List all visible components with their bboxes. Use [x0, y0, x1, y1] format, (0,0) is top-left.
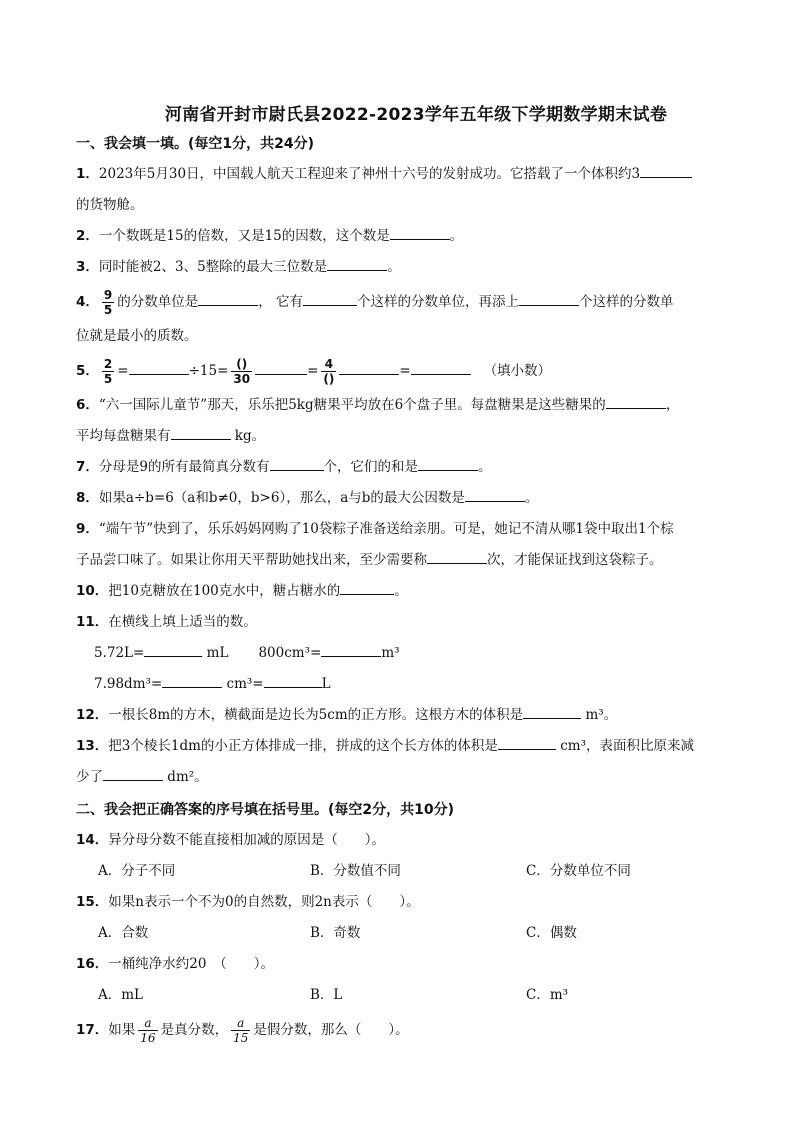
fraction-numerator: 9 [103, 288, 113, 302]
question-6-cont [76, 421, 756, 452]
question-text: 个这样的分数单 [579, 294, 674, 310]
question-number: 13． [76, 738, 109, 754]
fraction-denominator: 15 [233, 1031, 249, 1045]
question-text: 一个数既是15的倍数，又是15的因数，这个数是 [98, 228, 390, 244]
question-number: 10． [76, 583, 109, 599]
answer-blank[interactable] [129, 358, 189, 375]
punctuation: 。 [478, 459, 492, 475]
question-1 [76, 159, 756, 190]
fraction [321, 357, 336, 386]
question-text: 一根长8m的方木，横截面是边长为5cm的正方形。这根方木的体积是 [108, 707, 524, 723]
question-text: 的分数单位是 [117, 294, 199, 310]
question-text: 是假分数，那么（ ）。 [253, 1022, 409, 1038]
unit-text: 7.98dm³= [94, 676, 163, 692]
question-1-cont: 的货物舱。 [76, 197, 144, 213]
fraction-numerator: 4 [321, 357, 336, 372]
fraction [102, 288, 114, 317]
question-number: 9． [76, 521, 99, 537]
option-c[interactable]: C．偶数 [526, 925, 577, 941]
unit-text: m³。 [585, 707, 618, 723]
equals-sign: = [399, 363, 411, 379]
question-text: 个这样的分数单位，再添上 [357, 294, 520, 310]
unit-text: cm³= [226, 676, 264, 692]
question-text: cm³，表面积比原来减 [560, 738, 694, 754]
question-6 [76, 390, 756, 421]
hint-text: （填小数） [483, 363, 552, 379]
question-13 [76, 731, 756, 762]
fraction [102, 357, 114, 386]
question-text: 如果a÷b=6（a和b≠0，b>6），那么，a与b的最大公因数是 [98, 490, 465, 506]
option-c[interactable]: C．分数单位不同 [526, 863, 631, 879]
fraction-numerator: () [231, 357, 252, 372]
fraction-denominator: 16 [140, 1031, 156, 1045]
question-text: 次，才能保证找到这袋粽子。 [487, 552, 663, 568]
question-15 [76, 887, 756, 918]
question-text: 个，它们的和是 [323, 459, 418, 475]
answer-blank[interactable] [640, 161, 692, 178]
question-text: 2023年5月30日，中国载人航天工程迎来了神州十六号的发射成功。它搭载了一个体积约3 [98, 166, 641, 182]
answer-blank[interactable] [327, 254, 387, 271]
question-text: 如果 [108, 1022, 136, 1038]
option-a[interactable]: A．合数 [98, 925, 149, 941]
answer-blank[interactable] [321, 640, 381, 657]
question-11-row-2 [76, 669, 756, 700]
answer-blank[interactable] [162, 671, 222, 688]
question-text: 是真分数， [160, 1022, 229, 1038]
fraction-denominator: () [323, 372, 335, 386]
unit-text: 5.72L= [94, 645, 145, 661]
question-text: ， 它有 [258, 294, 304, 310]
answer-blank[interactable] [255, 358, 307, 375]
question-text: 异分母分数不能直接相加减的原因是（ ）。 [108, 832, 386, 848]
answer-blank[interactable] [339, 358, 399, 375]
punctuation: 。 [449, 228, 464, 244]
question-15-options [76, 918, 756, 949]
option-a[interactable]: A．分子不同 [98, 863, 176, 879]
question-number: 8． [76, 490, 99, 506]
exam-title: 河南省开封市尉氏县2022-2023学年五年级下学期数学期末试卷 [164, 105, 668, 125]
unit-text: dm²。 [167, 769, 208, 785]
fraction-numerator: a [231, 1016, 250, 1031]
answer-blank[interactable] [270, 454, 324, 471]
unit-text: kg。 [234, 428, 266, 444]
answer-blank[interactable] [103, 764, 163, 781]
fraction [231, 1016, 250, 1045]
question-4 [76, 283, 756, 321]
question-number: 7． [76, 459, 99, 475]
question-number: 12． [76, 707, 109, 723]
question-16 [76, 949, 756, 980]
answer-blank[interactable] [523, 702, 581, 719]
question-8 [76, 483, 756, 514]
question-9-cont [76, 545, 756, 576]
answer-blank[interactable] [144, 640, 202, 657]
answer-blank[interactable] [498, 733, 556, 750]
question-5 [76, 352, 756, 390]
option-b[interactable]: B．L [310, 987, 343, 1003]
answer-blank[interactable] [340, 578, 394, 595]
answer-blank[interactable] [198, 289, 258, 306]
fraction-numerator: a [138, 1016, 157, 1031]
answer-blank[interactable] [303, 289, 357, 306]
question-11-row-1 [76, 638, 756, 669]
fraction-numerator: 2 [103, 357, 113, 371]
fraction-denominator: 5 [103, 372, 113, 386]
question-10 [76, 576, 756, 607]
punctuation: 。 [394, 583, 408, 599]
option-b[interactable]: B．分数值不同 [310, 863, 401, 879]
question-number: 16． [76, 956, 109, 972]
fraction-denominator: 30 [233, 372, 251, 386]
question-text: “端午节”快到了，乐乐妈妈网购了10袋粽子准备送给亲朋。可是，她记不清从哪1袋中取出1个棕 [98, 521, 674, 537]
question-text: 如果n表示一个不为0的自然数，则2n表示（ ）。 [108, 894, 420, 910]
question-7 [76, 452, 756, 483]
answer-blank[interactable] [171, 423, 231, 440]
question-9 [76, 514, 756, 545]
fraction [138, 1016, 157, 1045]
question-text: 平均每盘糖果有 [76, 428, 171, 444]
unit-text: 800cm³= [258, 645, 322, 661]
question-13-cont [76, 762, 756, 793]
question-number: 11． [76, 614, 109, 630]
question-number: 2． [76, 228, 99, 244]
punctuation: ， [665, 397, 680, 413]
question-12 [76, 700, 756, 731]
unit-text: L [321, 676, 331, 692]
question-number: 5． [76, 363, 99, 379]
question-text: 在横线上填上适当的数。 [108, 614, 257, 630]
question-text: 分母是9的所有最简真分数有 [98, 459, 270, 475]
punctuation: 。 [387, 259, 401, 275]
answer-blank[interactable] [411, 358, 471, 375]
question-11 [76, 607, 756, 638]
equals-sign: = [117, 363, 129, 379]
question-16-options [76, 980, 756, 1011]
answer-blank[interactable] [427, 547, 487, 564]
question-number: 14． [76, 832, 109, 848]
equals-sign: = [307, 363, 319, 379]
fraction [231, 357, 252, 386]
question-text: 一桶纯净水约20 （ ）。 [108, 956, 274, 972]
option-c[interactable]: C．m³ [526, 987, 569, 1003]
division-text: ÷15= [188, 363, 229, 379]
question-text: “六一国际儿童节”那天，乐乐把5kg糖果平均放在6个盘子里。每盘糖果是这些糖果的 [98, 397, 606, 413]
answer-blank[interactable] [390, 223, 450, 240]
section-2-heading: 二、我会把正确答案的序号填在括号里。(每空2分，共10分) [76, 802, 455, 818]
question-text: 把3个棱长1dm的小正方体排成一排，拼成的这个长方体的体积是 [108, 738, 498, 754]
question-number: 1． [76, 166, 99, 182]
answer-blank[interactable] [519, 289, 579, 306]
question-4-cont: 位就是最小的质数。 [76, 328, 198, 344]
section-1-heading: 一、我会填一填。(每空1分，共24分) [76, 136, 315, 152]
punctuation: 。 [524, 490, 539, 506]
option-a[interactable]: A．mL [98, 987, 144, 1003]
question-text: 子品尝口味了。如果让你用天平帮助她找出来，至少需要称 [76, 552, 427, 568]
question-14 [76, 825, 756, 856]
answer-blank[interactable] [606, 392, 666, 409]
question-text: 少了 [76, 769, 103, 785]
question-text: 把10克糖放在100克水中，糖占糖水的 [108, 583, 341, 599]
question-17 [76, 1011, 756, 1049]
question-text: 同时能被2、3、5整除的最大三位数是 [98, 259, 328, 275]
question-3 [76, 252, 756, 283]
question-number: 15． [76, 894, 109, 910]
answer-blank[interactable] [418, 454, 478, 471]
answer-blank[interactable] [465, 485, 525, 502]
question-14-options [76, 856, 756, 887]
question-2 [76, 221, 756, 252]
unit-text: m³ [381, 645, 400, 661]
question-number: 17． [76, 1022, 109, 1038]
question-number: 6． [76, 397, 99, 413]
answer-blank[interactable] [264, 671, 322, 688]
unit-text: mL [206, 645, 229, 661]
fraction-denominator: 5 [103, 303, 113, 317]
option-b[interactable]: B．奇数 [310, 925, 361, 941]
exam-page [76, 100, 756, 1049]
question-number: 4． [76, 294, 99, 310]
question-number: 3． [76, 259, 99, 275]
